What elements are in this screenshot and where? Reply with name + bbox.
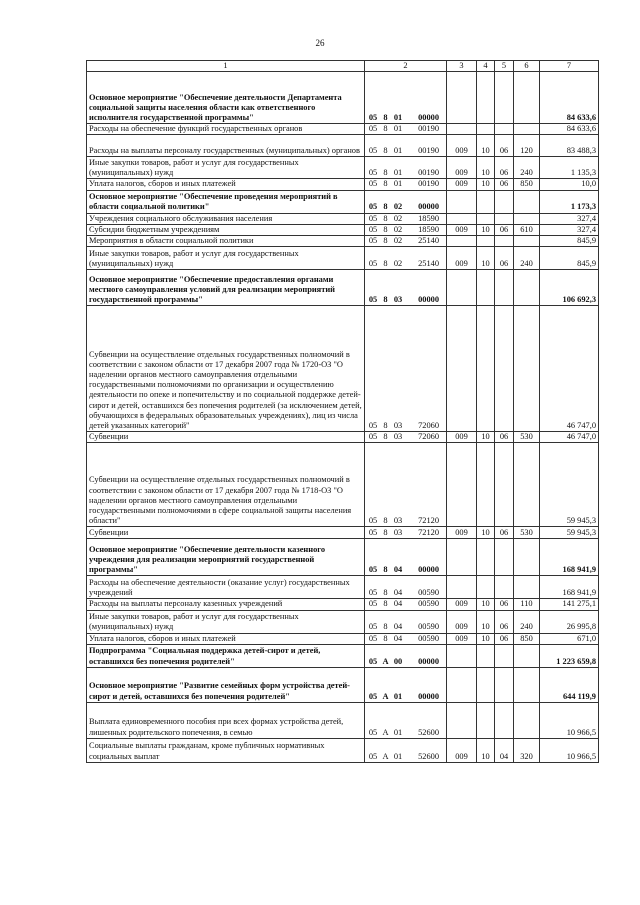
code-subprogram: А	[382, 727, 389, 737]
code-program: 05	[368, 295, 378, 305]
code-subprogram: 8	[383, 528, 388, 538]
row-ministry	[447, 667, 477, 702]
row-code	[365, 527, 447, 539]
code-subprogram: 8	[383, 432, 388, 442]
row-name: Субвенции	[87, 432, 365, 443]
row-expense-type: 610	[514, 224, 540, 235]
row-ministry	[447, 306, 477, 432]
row-code	[365, 224, 447, 235]
table-row	[87, 306, 599, 432]
code-subprogram: А	[382, 691, 389, 701]
table-row	[87, 667, 599, 702]
code-direction: 00190	[418, 124, 439, 134]
code-activity: 01	[393, 146, 403, 156]
row-ministry: 009	[447, 432, 477, 443]
row-expense-type	[514, 644, 540, 667]
code-program: 05	[368, 727, 378, 737]
row-subsection: 06	[495, 157, 514, 179]
code-direction: 72060	[418, 421, 439, 431]
code-activity: 04	[393, 622, 403, 632]
row-amount: 168 941,9	[540, 576, 599, 599]
table-row	[87, 738, 599, 762]
row-amount: 10 966,5	[540, 738, 599, 762]
code-direction: 00590	[418, 622, 439, 632]
row-subsection	[495, 667, 514, 702]
code-direction: 00590	[418, 599, 439, 609]
code-direction: 00590	[418, 588, 439, 598]
row-subsection: 06	[495, 633, 514, 644]
code-subprogram: 8	[383, 224, 388, 234]
code-subprogram: 8	[383, 599, 388, 609]
code-subprogram: 8	[383, 622, 388, 632]
row-code	[365, 599, 447, 610]
row-name: Иные закупки товаров, работ и услуг для государственных (муниципальных) нужд	[87, 157, 365, 179]
code-direction: 00000	[418, 565, 439, 575]
code-activity: 02	[393, 236, 403, 246]
code-subprogram: 8	[383, 179, 388, 189]
header-cell: 5	[495, 61, 514, 72]
table-row	[87, 270, 599, 306]
row-section	[477, 576, 495, 599]
table-row	[87, 527, 599, 539]
row-ministry: 009	[447, 738, 477, 762]
row-section: 10	[477, 633, 495, 644]
row-expense-type	[514, 443, 540, 527]
row-expense-type	[514, 236, 540, 247]
code-direction: 00190	[418, 146, 439, 156]
code-direction: 00000	[418, 691, 439, 701]
row-amount: 84 633,6	[540, 72, 599, 124]
row-section: 10	[477, 738, 495, 762]
row-amount: 168 941,9	[540, 539, 599, 576]
row-subsection	[495, 213, 514, 224]
row-subsection	[495, 443, 514, 527]
row-ministry	[447, 443, 477, 527]
row-expense-type	[514, 306, 540, 432]
code-program: 05	[368, 224, 378, 234]
row-subsection	[495, 644, 514, 667]
table-row	[87, 247, 599, 270]
code-activity: 03	[393, 432, 403, 442]
row-section	[477, 270, 495, 306]
row-amount: 327,4	[540, 213, 599, 224]
row-expense-type: 530	[514, 527, 540, 539]
code-subprogram: А	[382, 656, 389, 666]
row-expense-type: 240	[514, 610, 540, 633]
row-subsection	[495, 72, 514, 124]
code-subprogram: 8	[383, 259, 388, 269]
row-subsection: 06	[495, 179, 514, 190]
row-amount: 10 966,5	[540, 702, 599, 738]
header-cell: 1	[87, 61, 365, 72]
row-section: 10	[477, 224, 495, 235]
code-subprogram: А	[382, 751, 389, 761]
row-amount: 46 747,0	[540, 306, 599, 432]
code-direction: 25140	[418, 236, 439, 246]
code-program: 05	[368, 168, 378, 178]
row-section	[477, 72, 495, 124]
row-amount: 1 173,3	[540, 190, 599, 213]
code-activity: 03	[393, 421, 403, 431]
row-amount: 1 223 659,8	[540, 644, 599, 667]
row-expense-type	[514, 72, 540, 124]
row-section	[477, 539, 495, 576]
row-expense-type: 120	[514, 135, 540, 157]
row-subsection	[495, 236, 514, 247]
row-amount: 141 275,1	[540, 599, 599, 610]
row-ministry	[447, 72, 477, 124]
row-ministry: 009	[447, 633, 477, 644]
row-ministry: 009	[447, 157, 477, 179]
row-subsection: 04	[495, 738, 514, 762]
code-direction: 00590	[418, 633, 439, 643]
code-activity: 04	[393, 633, 403, 643]
row-code	[365, 157, 447, 179]
row-section: 10	[477, 610, 495, 633]
code-activity: 03	[393, 528, 403, 538]
row-name: Расходы на обеспечение деятельности (оказание услуг) государственных учреждений	[87, 576, 365, 599]
row-code	[365, 270, 447, 306]
row-amount: 10,0	[540, 179, 599, 190]
code-activity: 01	[393, 751, 403, 761]
code-activity: 02	[393, 224, 403, 234]
page-number: 26	[315, 38, 325, 48]
row-name: Основное мероприятие "Развитие семейных форм устройства детей-сирот и детей, оставшихся без попечения родителей"	[87, 667, 365, 702]
code-program: 05	[368, 421, 378, 431]
row-name: Основное мероприятие "Обеспечение проведения мероприятий в области социальной политики"	[87, 190, 365, 213]
row-subsection	[495, 124, 514, 135]
code-activity: 01	[393, 691, 403, 701]
row-section: 10	[477, 527, 495, 539]
row-name: Субсидии бюджетным учреждениям	[87, 224, 365, 235]
budget-table	[86, 60, 599, 763]
row-expense-type	[514, 702, 540, 738]
row-subsection	[495, 190, 514, 213]
row-section	[477, 667, 495, 702]
code-program: 05	[368, 565, 378, 575]
row-code	[365, 539, 447, 576]
header-cell: 4	[477, 61, 495, 72]
code-subprogram: 8	[383, 236, 388, 246]
row-code	[365, 702, 447, 738]
row-expense-type: 850	[514, 179, 540, 190]
code-direction: 25140	[418, 259, 439, 269]
header-row	[87, 61, 599, 72]
row-ministry	[447, 213, 477, 224]
table-row	[87, 135, 599, 157]
row-name: Выплата единовременного пособия при всех формах устройства детей, лишенных родительского попечения, в семью	[87, 702, 365, 738]
row-amount: 59 945,3	[540, 527, 599, 539]
table-row	[87, 124, 599, 135]
row-expense-type	[514, 124, 540, 135]
code-activity: 01	[393, 179, 403, 189]
code-direction: 00000	[418, 656, 439, 666]
code-activity: 04	[393, 588, 403, 598]
code-program: 05	[368, 622, 378, 632]
code-activity: 03	[393, 295, 403, 305]
code-subprogram: 8	[383, 202, 388, 212]
code-activity: 01	[393, 727, 403, 737]
code-direction: 52600	[418, 751, 439, 761]
row-subsection	[495, 702, 514, 738]
row-code	[365, 610, 447, 633]
code-direction: 18590	[418, 224, 439, 234]
row-subsection	[495, 576, 514, 599]
row-expense-type	[514, 213, 540, 224]
row-code	[365, 432, 447, 443]
row-expense-type: 240	[514, 247, 540, 270]
code-subprogram: 8	[383, 213, 388, 223]
row-section	[477, 124, 495, 135]
code-direction: 18590	[418, 213, 439, 223]
row-name: Расходы на выплаты персоналу казенных учреждений	[87, 599, 365, 610]
table-row	[87, 72, 599, 124]
code-direction: 00000	[418, 202, 439, 212]
row-expense-type: 530	[514, 432, 540, 443]
code-program: 05	[368, 124, 378, 134]
code-program: 05	[368, 179, 378, 189]
code-subprogram: 8	[383, 113, 388, 122]
row-name: Основное мероприятие "Обеспечение предоставления органами местного самоуправления условий для реализации мероприятий государственной программы"	[87, 270, 365, 306]
row-subsection: 06	[495, 610, 514, 633]
table-row	[87, 610, 599, 633]
row-name: Социальные выплаты гражданам, кроме публичных нормативных социальных выплат	[87, 738, 365, 762]
row-ministry: 009	[447, 599, 477, 610]
code-program: 05	[368, 259, 378, 269]
row-ministry: 009	[447, 135, 477, 157]
code-subprogram: 8	[383, 565, 388, 575]
code-subprogram: 8	[383, 588, 388, 598]
code-subprogram: 8	[383, 124, 388, 134]
table-row	[87, 224, 599, 235]
header-cell: 6	[514, 61, 540, 72]
row-section	[477, 306, 495, 432]
code-direction: 52600	[418, 727, 439, 737]
row-subsection: 06	[495, 224, 514, 235]
row-code	[365, 190, 447, 213]
row-code	[365, 124, 447, 135]
table-row	[87, 157, 599, 179]
row-name: Уплата налогов, сборов и иных платежей	[87, 633, 365, 644]
code-direction: 72120	[418, 516, 439, 526]
row-code	[365, 135, 447, 157]
row-code	[365, 236, 447, 247]
row-subsection: 06	[495, 432, 514, 443]
row-name: Основное мероприятие "Обеспечение деятельности казенного учреждения для реализации мероприятий государственной программы"	[87, 539, 365, 576]
row-ministry	[447, 236, 477, 247]
table-row	[87, 432, 599, 443]
row-name: Субвенции на осуществление отдельных государственных полномочий в соответствии с законом области от 17 декабря 2007 года № 1718-ОЗ "О наделении органов местного самоуправления отдельными государственными полномочиями в сфере социальной защиты населения области"	[87, 443, 365, 527]
code-program: 05	[368, 633, 378, 643]
row-name: Основное мероприятие "Обеспечение деятельности Департамента социальной защиты населения области как ответственного исполнителя государственной программы"	[87, 72, 365, 124]
row-ministry	[447, 539, 477, 576]
row-code	[365, 738, 447, 762]
row-subsection: 06	[495, 599, 514, 610]
row-amount: 1 135,3	[540, 157, 599, 179]
row-code	[365, 72, 447, 124]
row-amount: 84 633,6	[540, 124, 599, 135]
row-name: Мероприятия в области социальной политики	[87, 236, 365, 247]
code-activity: 01	[393, 168, 403, 178]
code-program: 05	[368, 516, 378, 526]
row-code	[365, 667, 447, 702]
row-section	[477, 236, 495, 247]
code-program: 05	[368, 691, 378, 701]
row-ministry	[447, 702, 477, 738]
code-activity: 01	[393, 113, 403, 122]
table-row	[87, 443, 599, 527]
row-subsection: 06	[495, 135, 514, 157]
row-ministry	[447, 190, 477, 213]
row-expense-type	[514, 270, 540, 306]
row-name: Иные закупки товаров, работ и услуг для государственных (муниципальных) нужд	[87, 610, 365, 633]
row-name: Учреждения социального обслуживания населения	[87, 213, 365, 224]
row-subsection: 06	[495, 527, 514, 539]
header-cell: 2	[365, 61, 447, 72]
code-activity: 04	[393, 565, 403, 575]
code-activity: 02	[393, 259, 403, 269]
row-name: Иные закупки товаров, работ и услуг для государственных (муниципальных) нужд	[87, 247, 365, 270]
code-direction: 00190	[418, 179, 439, 189]
row-subsection	[495, 539, 514, 576]
code-subprogram: 8	[383, 295, 388, 305]
row-amount: 59 945,3	[540, 443, 599, 527]
code-subprogram: 8	[383, 168, 388, 178]
row-expense-type	[514, 667, 540, 702]
header-cell: 3	[447, 61, 477, 72]
code-program: 05	[368, 146, 378, 156]
table-row	[87, 702, 599, 738]
row-ministry: 009	[447, 247, 477, 270]
row-ministry	[447, 576, 477, 599]
code-direction: 00000	[418, 295, 439, 305]
row-section	[477, 213, 495, 224]
code-program: 05	[368, 113, 378, 122]
table-row	[87, 633, 599, 644]
code-activity: 01	[393, 124, 403, 134]
row-subsection	[495, 306, 514, 432]
table-row	[87, 213, 599, 224]
row-amount: 26 995,8	[540, 610, 599, 633]
row-amount: 106 692,3	[540, 270, 599, 306]
code-activity: 03	[393, 516, 403, 526]
row-name: Уплата налогов, сборов и иных платежей	[87, 179, 365, 190]
table-row	[87, 644, 599, 667]
header-cell: 7	[540, 61, 599, 72]
code-program: 05	[368, 656, 378, 666]
code-direction: 72120	[418, 528, 439, 538]
row-ministry	[447, 270, 477, 306]
row-section	[477, 190, 495, 213]
row-subsection: 06	[495, 247, 514, 270]
row-amount: 327,4	[540, 224, 599, 235]
table-row	[87, 576, 599, 599]
row-amount: 671,0	[540, 633, 599, 644]
code-activity: 04	[393, 599, 403, 609]
row-code	[365, 633, 447, 644]
row-name: Подпрограмма "Социальная поддержка детей-сирот и детей, оставшихся без попечения родителей"	[87, 644, 365, 667]
table-row	[87, 599, 599, 610]
code-subprogram: 8	[383, 633, 388, 643]
code-program: 05	[368, 751, 378, 761]
row-section: 10	[477, 599, 495, 610]
row-expense-type: 320	[514, 738, 540, 762]
row-expense-type	[514, 576, 540, 599]
row-expense-type: 240	[514, 157, 540, 179]
row-expense-type	[514, 190, 540, 213]
row-section: 10	[477, 432, 495, 443]
row-expense-type: 850	[514, 633, 540, 644]
row-section: 10	[477, 179, 495, 190]
row-name: Субвенции	[87, 527, 365, 539]
row-section: 10	[477, 157, 495, 179]
code-activity: 02	[393, 202, 403, 212]
row-ministry	[447, 124, 477, 135]
row-subsection	[495, 270, 514, 306]
row-section: 10	[477, 247, 495, 270]
row-ministry	[447, 644, 477, 667]
code-program: 05	[368, 432, 378, 442]
code-program: 05	[368, 588, 378, 598]
row-amount: 845,9	[540, 236, 599, 247]
table-row	[87, 236, 599, 247]
row-name: Расходы на выплаты персоналу государственных (муниципальных) органов	[87, 135, 365, 157]
row-code	[365, 247, 447, 270]
code-activity: 00	[393, 656, 403, 666]
code-program: 05	[368, 213, 378, 223]
code-subprogram: 8	[383, 421, 388, 431]
row-section: 10	[477, 135, 495, 157]
row-code	[365, 213, 447, 224]
code-direction: 00190	[418, 168, 439, 178]
row-amount: 845,9	[540, 247, 599, 270]
row-code	[365, 576, 447, 599]
row-ministry: 009	[447, 179, 477, 190]
row-code	[365, 179, 447, 190]
row-name: Расходы на обеспечение функций государственных органов	[87, 124, 365, 135]
row-code	[365, 306, 447, 432]
row-expense-type: 110	[514, 599, 540, 610]
row-ministry: 009	[447, 224, 477, 235]
row-amount: 83 488,3	[540, 135, 599, 157]
code-program: 05	[368, 202, 378, 212]
row-section	[477, 443, 495, 527]
table-row	[87, 179, 599, 190]
row-section	[477, 644, 495, 667]
row-expense-type	[514, 539, 540, 576]
row-code	[365, 443, 447, 527]
row-ministry: 009	[447, 527, 477, 539]
row-amount: 46 747,0	[540, 432, 599, 443]
code-subprogram: 8	[383, 516, 388, 526]
code-direction: 72060	[418, 432, 439, 442]
table-row	[87, 190, 599, 213]
row-ministry: 009	[447, 610, 477, 633]
row-code	[365, 644, 447, 667]
code-program: 05	[368, 236, 378, 246]
code-subprogram: 8	[383, 146, 388, 156]
code-activity: 02	[393, 213, 403, 223]
code-program: 05	[368, 528, 378, 538]
row-section	[477, 702, 495, 738]
row-amount: 644 119,9	[540, 667, 599, 702]
code-program: 05	[368, 599, 378, 609]
row-name: Субвенции на осуществление отдельных государственных полномочий в соответствии с законом области от 17 декабря 2007 года № 1720-ОЗ "О наделении органов местного самоуправления отдельными государственными полномочиями по организации и осуществлению деятельности по опеке и попечительству и по социальной поддержке детей-сирот и детей, оставшихся без попечения родителей (за исключением детей, обучающихся в федеральных образовательных учреждениях), лиц из числа детей указанных категорий"	[87, 306, 365, 432]
table-row	[87, 539, 599, 576]
code-direction: 00000	[418, 113, 439, 122]
